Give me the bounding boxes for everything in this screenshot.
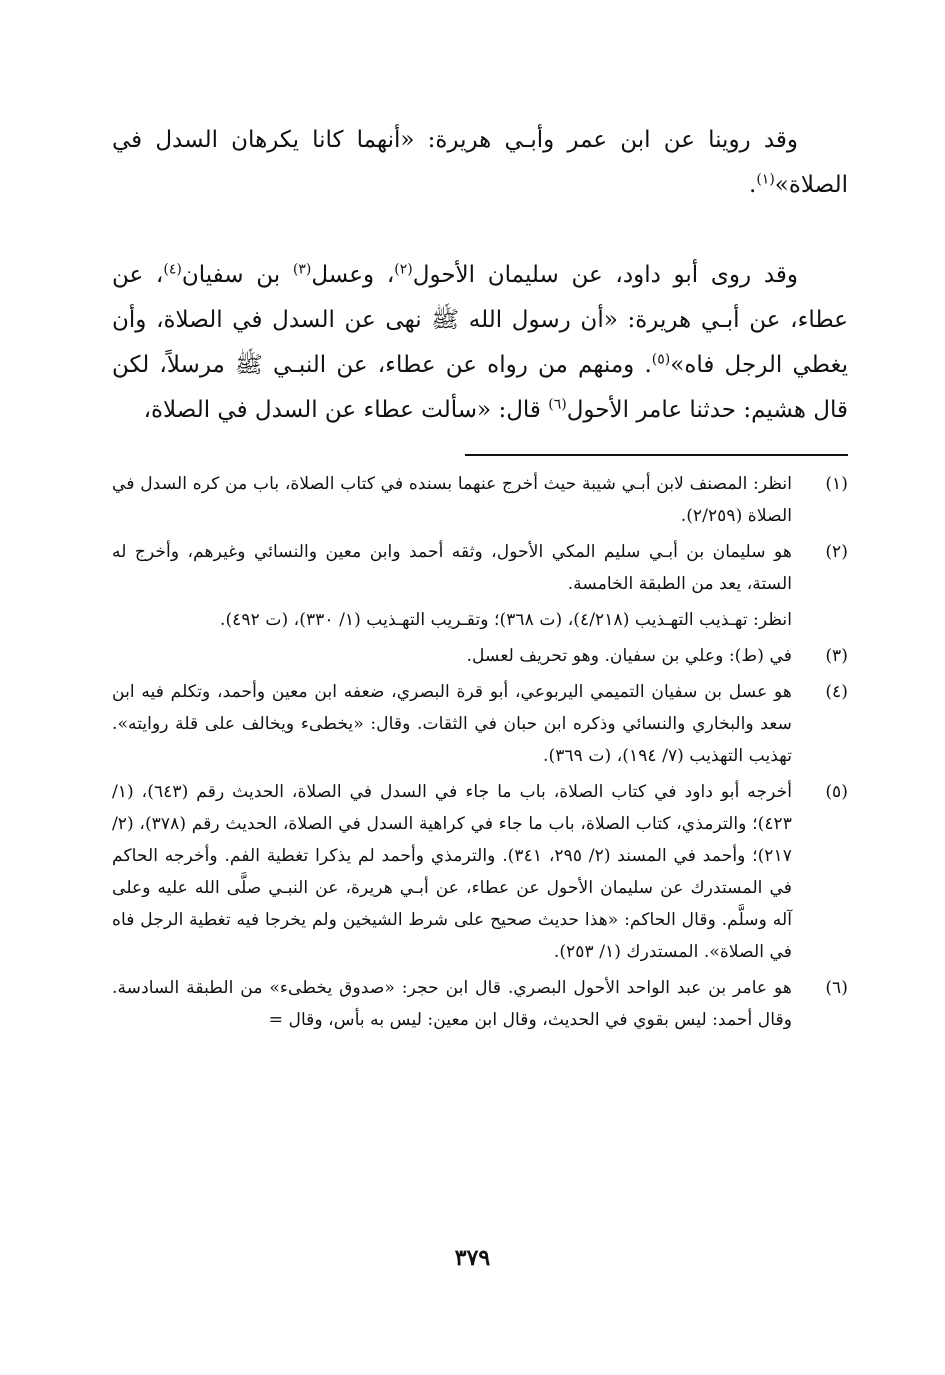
paragraph-2-segment: بن سفيان: [181, 262, 293, 288]
footnote-5: [112, 776, 848, 968]
main-text-block: [112, 118, 848, 208]
footnote-1: [112, 468, 848, 532]
paragraph-1-text: وقد روينا عن ابن عمر وأبـي هريرة: «أنهما كانا يكرهان السدل في الصلاة»: [112, 127, 848, 198]
footnote-3: [112, 640, 848, 672]
page-number: ٣٧٩: [454, 1245, 491, 1271]
footnote-text: انظر: المصنف لابن أبـي شيبة حيث أخرج عنهما بسنده في كتاب الصلاة، باب من كره السدل في الصلاة (٢/٢٥٩).: [112, 474, 792, 526]
footnote-4: [112, 676, 848, 772]
footnote-ref-5: (٥): [651, 351, 671, 368]
footnote-text: أخرجه أبو داود في كتاب الصلاة، باب ما جاء في السدل في الصلاة، الحديث رقم (٦٤٣)، (١/ ٤٢٣)؛ والترمذي، كتاب الصلاة، باب ما جاء في كراهية السدل في الصلاة، الحديث رقم (٣٧٨)، (٢/ ٢١٧)؛ وأحمد في المسند (٢/ ٢٩٥، ٣٤١). والترمذي وأحمد لم يذكرا تغطية الفم. وأخرجه الحاكم في المستدرك عن سليمان الأحول عن عطاء، عن أبـي هريرة، عن النبـي صلَّى الله عليه وعلى آله وسلَّم. وقال الحاكم: «هذا حديث صحيح على شرط الشيخين ولم يخرجا فيه تغطية الرجل فاه في الصلاة». المستدرك (١/ ٢٥٣).: [112, 782, 793, 962]
footnote-ref-2: (٢): [394, 261, 413, 278]
footnote-number: (٣): [825, 646, 848, 666]
footnote-2: [112, 536, 848, 636]
footnote-text: هو عسل بن سفيان التميمي اليربوعي، أبو قرة البصري، ضعفه ابن معين وأحمد، وتكلم فيه ابن سعد والبخاري والنسائي وذكره ابن حبان في الثقات. وقال: «يخطىء ويخالف على قلة روايته». تهذيب التهذيب (٧/ ١٩٤)، (ت ٣٦٩).: [112, 682, 792, 766]
paragraph-2-segment: ، وعسل: [311, 262, 395, 288]
footnote-separator: [465, 454, 848, 456]
footnote-text-extra: انظر: تهـذيب التهـذيب (٤/٢١٨)، (ت ٣٦٨)؛ وتقـريب التهـذيب (١/ ٣٣٠)، (ت ٤٩٢).: [219, 610, 792, 630]
footnote-ref-4: (٤): [163, 261, 182, 278]
footnote-ref-6: (٦): [548, 396, 567, 413]
footnote-number: (٢): [825, 542, 848, 562]
footnote-number: (٦): [825, 978, 848, 998]
paragraph-2-segment: . ومنهم من رواه عن عطاء، عن النبـي ﷺ مرسلاً، لكن قال هشيم: حدثنا عامر الأحول: [112, 352, 848, 423]
main-text-block-2: [112, 253, 848, 433]
paragraph-2-segment: وقد روى أبو داود، عن سليمان الأحول: [412, 262, 798, 288]
paragraph-2-segment: ، عن عطاء، عن أبـي هريرة: «أن رسول الله ﷺ نهى عن السدل في الصلاة، وأن يغطي الرجل فاه»: [112, 262, 848, 378]
paragraph-1-tail: .: [749, 172, 757, 198]
footnote-text: هو عامر بن عبد الواحد الأحول البصري. قال ابن حجر: «صدوق يخطىء» من الطبقة السادسة. وقال أحمد: ليس بقوي في الحديث، وقال ابن معين: ليس به بأس، وقال =: [112, 978, 792, 1030]
footnote-text: هو سليمان بن أبـي سليم المكي الأحول، وثقه أحمد وابن معين والنسائي وغيرهم، وأخرج له الستة، يعد من الطبقة الخامسة.: [112, 542, 792, 594]
footnote-number: (١): [825, 474, 848, 494]
footnote-number: (٤): [825, 682, 848, 702]
paragraph-2-segment: قال: «سألت عطاء عن السدل في الصلاة،: [143, 397, 549, 423]
footnote-6: [112, 972, 848, 1036]
paragraph-1: [112, 118, 848, 208]
footnote-ref-1: (١): [756, 171, 775, 188]
footnote-text: في (ط): وعلي بن سفيان. وهو تحريف لعسل.: [466, 646, 792, 666]
footnote-ref-3: (٣): [292, 261, 312, 278]
footnote-number: (٥): [825, 782, 848, 802]
footnotes: [112, 468, 848, 1040]
paragraph-2: [112, 253, 848, 433]
